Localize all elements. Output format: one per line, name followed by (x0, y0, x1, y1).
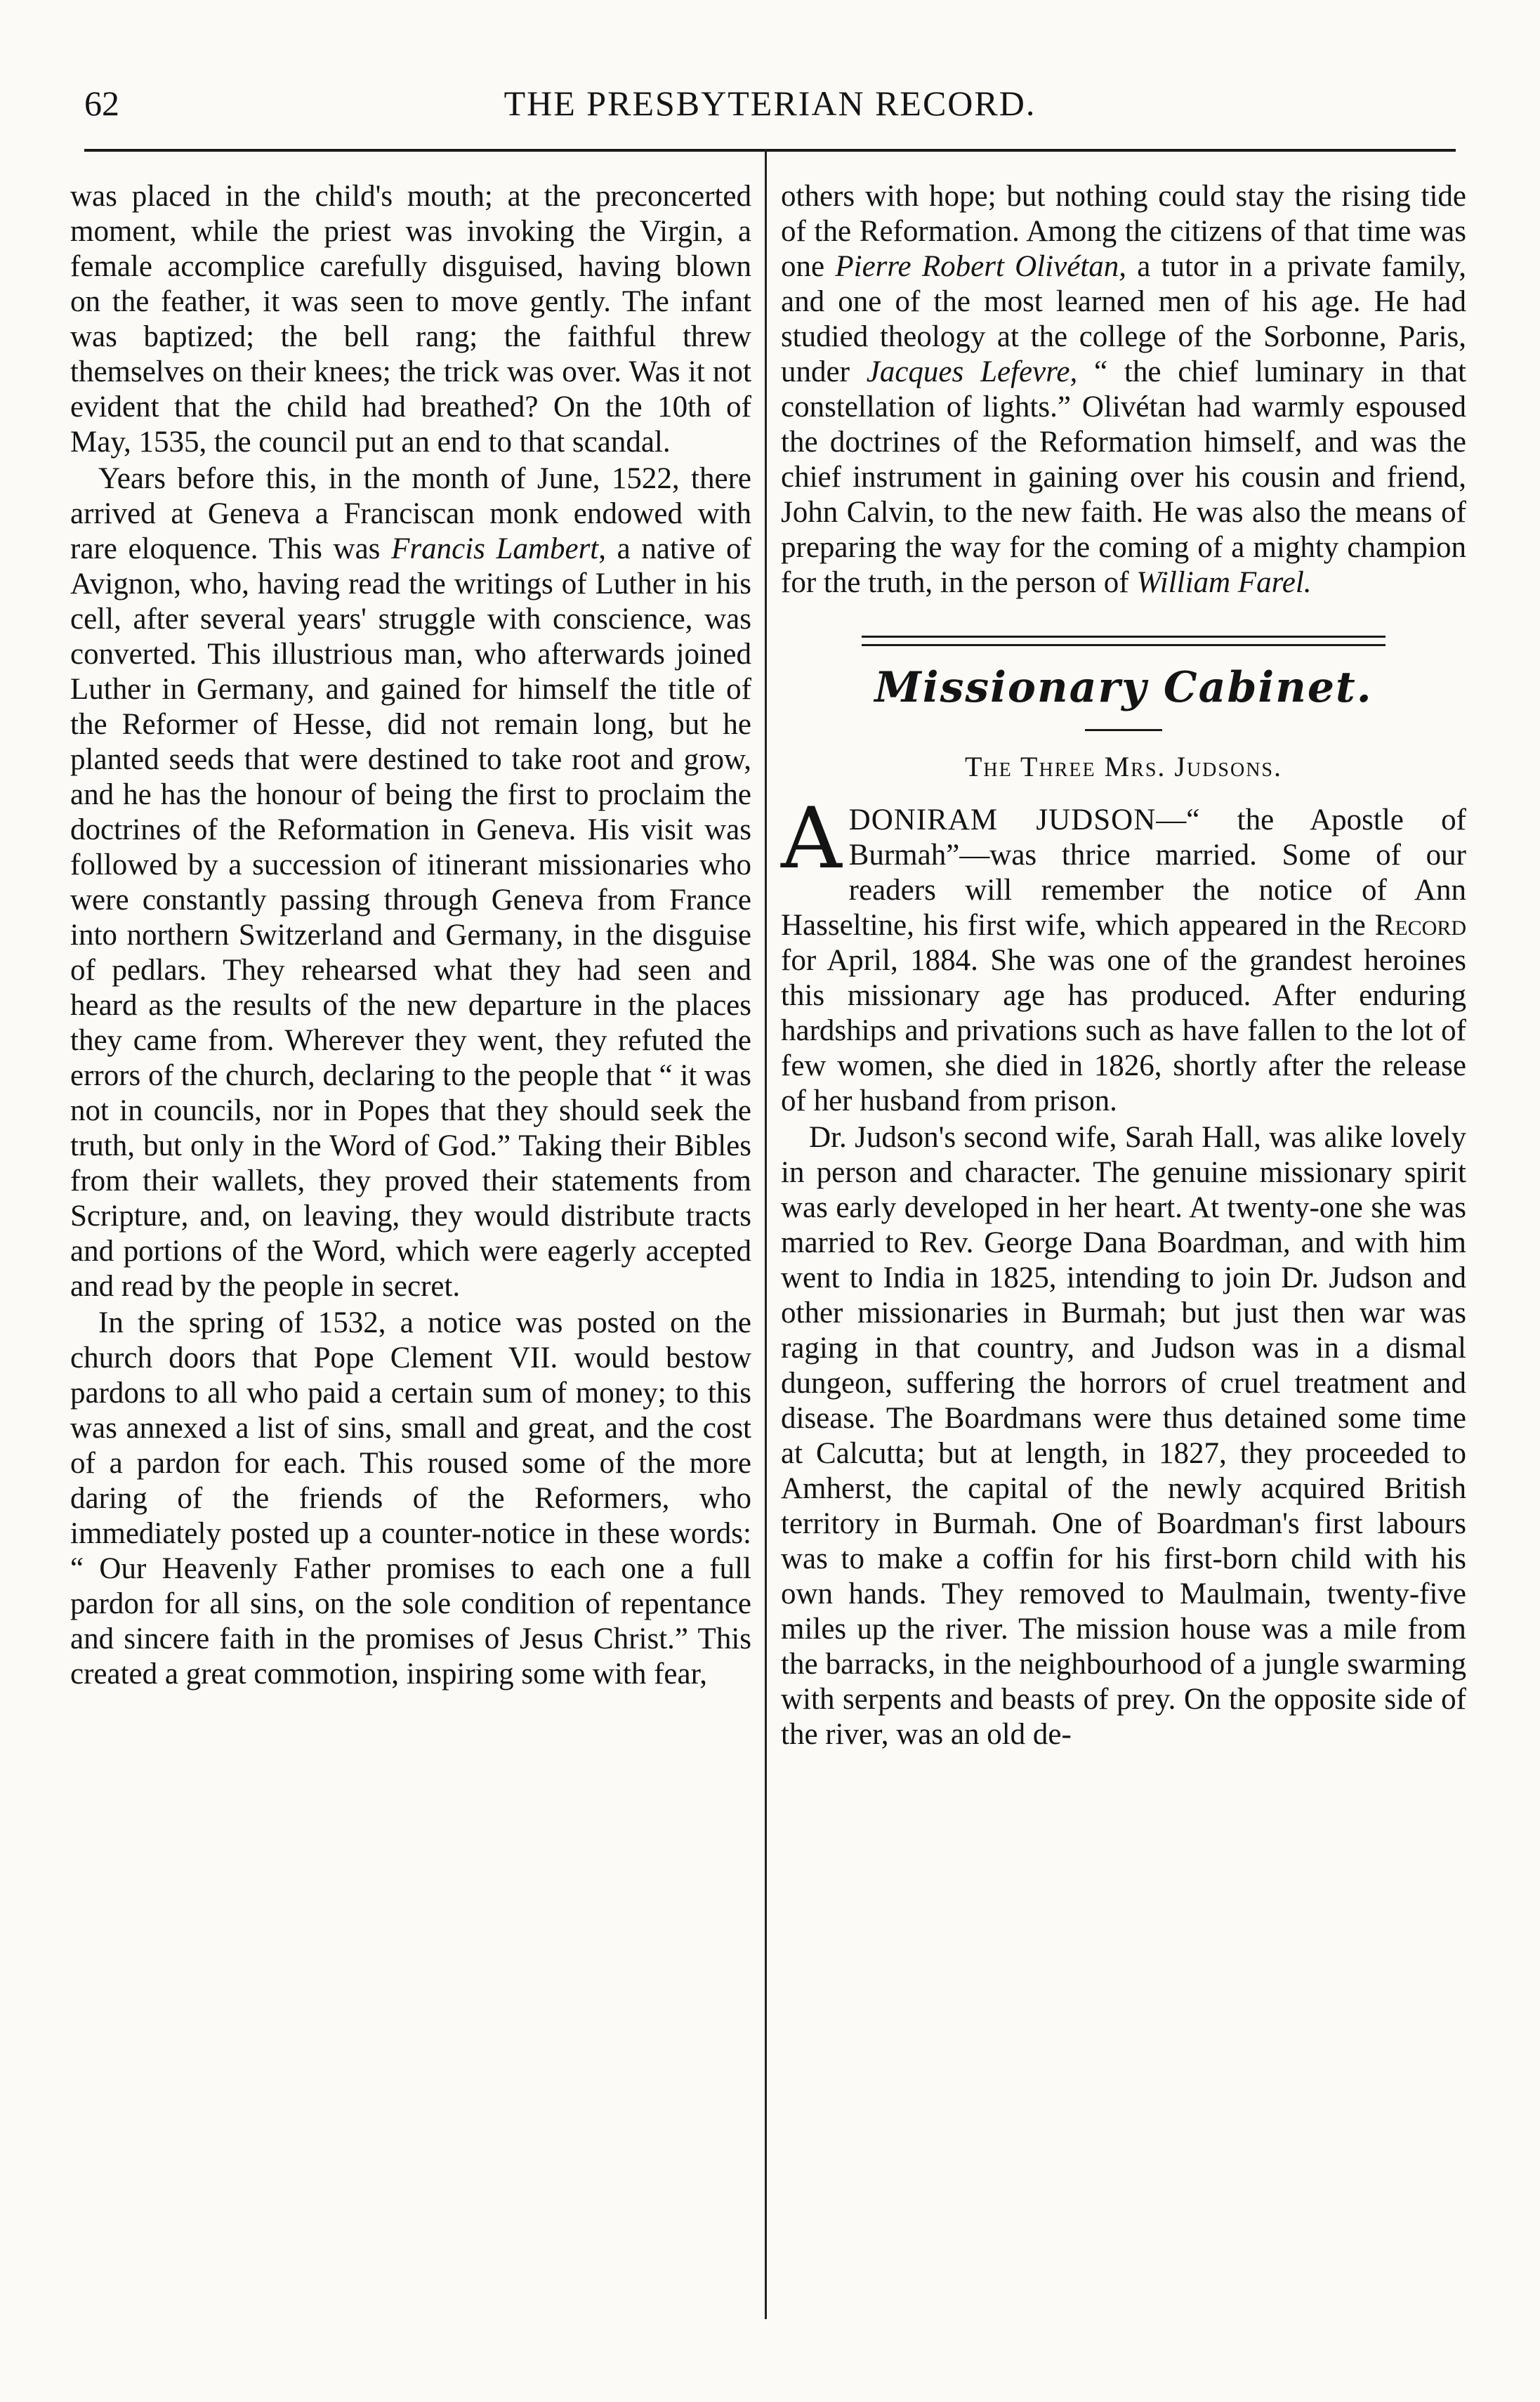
left-paragraph-3: In the spring of 1532, a notice was posted on the church doors that Pope Clement VII. would bestow pardons to all who paid a certain sum of money; to this was annexed a list of sins, small and great, and the cost of a pardon for each. This roused some of the more daring of the friends of the Reformers, who immediately posted up a counter-notice in these words: “ Our Heavenly Father promises to each one a full pardon for all sins, on the sole condition of repentance and sincere faith in the promises of Jesus Christ.” This created a great commotion, inspiring some with fear, (70, 1306, 751, 1691)
right-column (781, 179, 1466, 1752)
header-rule (84, 149, 1456, 152)
text-run: Years before this, in the month of June, 1522, there arrived at Geneva a Franciscan monk endowed with rare eloquence. This was (70, 462, 751, 565)
text-run: , a native of Avignon, who, having read the writings of Luther in his cell, after several years' struggle with conscience, was converted. This illustrious man, who afterwards joined Luther in Germany, and gained for himself the title of the Reformer of Hesse, did not remain long, but he planted seeds that were destined to take root and grow, and he has the honour of being the first to proclaim the doctrines of the Reformation in Geneva. His visit was followed by a succession of itinerant missionaries who were constantly passing through Geneva from France into northern Switzerland and Germany, in the disguise of pedlars. They rehearsed what they had seen and heard as the results of the new departure in the places they came from. Wherever they went, they refuted the errors of the church, declaring to the people that “ it was not in councils, nor in Popes that they should seek the truth, but only in the Word of God.” Taking their Bibles from their wallets, they proved their statements from Scripture, and, on leaving, they would distribute tracts and portions of the Word, which were eagerly accepted and read by the people in secret. (70, 532, 751, 1303)
person-name: Pierre Robert Olivétan, (835, 250, 1126, 283)
person-name: Francis Lambert (391, 532, 599, 565)
right-paragraph-3: Dr. Judson's second wife, Sarah Hall, was alike lovely in person and character. The genuine missionary spirit was early developed in her heart. At twenty-one she was married to Rev. George Dana Boardman, and with him went to India in 1825, intending to join Dr. Judson and other missionaries in Burmah; but just then war was raging in that country, and Judson was in a dismal dungeon, suffering the horrors of cruel treatment and disease. The Boardmans were thus detained some time at Calcutta; but at length, in 1827, they proceeded to Amherst, the capital of the newly acquired British territory in Burmah. One of Boardman's first labours was to make a coffin for his first-born child with his own hands. They removed to Maulmain, twenty-five miles up the river. The mission house was a mile from the barracks, in the neighbourhood of a jungle swarming with serpents and beasts of prey. On the opposite side of the river, was an old de- (781, 1121, 1466, 1751)
page-number: 62 (84, 84, 119, 123)
text-run: —“ the Apostle of Burmah”—was thrice married. Some of our readers will remember the notice of Ann Hasseltine, his first wife, which appeared in the (781, 803, 1466, 942)
article-title: The Three Mrs. Judsons. (965, 751, 1282, 782)
drop-cap: A (781, 790, 842, 888)
column-divider (765, 149, 767, 2319)
text-run: others with hope; but nothing could stay the rising tide of the Reformation. Among the citizens of that time was one (781, 180, 1466, 283)
publication-name: Record (1374, 909, 1466, 942)
text-run: “ the chief luminary in that constellation of lights.” Olivétan had warmly espoused the doctrines of the Reformation himself, and was the chief instrument in gaining over his cousin and friend, John Calvin, to the new faith. He was also the means of preparing the way for the coming of a mighty champion for the truth, in the person of (781, 355, 1467, 599)
left-paragraph-2 (70, 461, 751, 1304)
left-paragraph-1: was placed in the child's mouth; at the preconcerted moment, while the priest was invoking the Virgin, a female accomplice carefully disguised, having blown on the feather, it was seen to move gently. The infant was baptized; the bell rang; the faithful threw themselves on their knees; the trick was over. Was it not evident that the child had breathed? On the 10th of May, 1535, the council put an end to that scandal. (70, 180, 751, 459)
right-paragraph-1 (781, 179, 1466, 600)
article-lead-paragraph (781, 790, 1466, 1119)
lead-caps: DONIRAM JUDSON (848, 803, 1157, 836)
heading-rule (1085, 729, 1162, 731)
person-name: Jacques Lefevre, (866, 355, 1078, 388)
page-header (84, 83, 1456, 139)
journal-title: THE PRESBYTERIAN RECORD. (504, 84, 1036, 123)
section-divider (862, 636, 1386, 646)
section-heading: Missionary Cabinet. (874, 663, 1373, 712)
person-name: William Farel. (1136, 566, 1312, 599)
text-run: a tutor in a private family, and one of the most learned men of his age. He had studied theology at the college of the Sorbonne, Paris, under (781, 250, 1467, 388)
text-run: for April, 1884. She was one of the grandest heroines this missionary age has produced. After enduring hardships and privations such as have fallen to the lot of few women, she died in 1826, shortly after the release of her husband from prison. (781, 944, 1466, 1117)
left-column (70, 179, 751, 1692)
